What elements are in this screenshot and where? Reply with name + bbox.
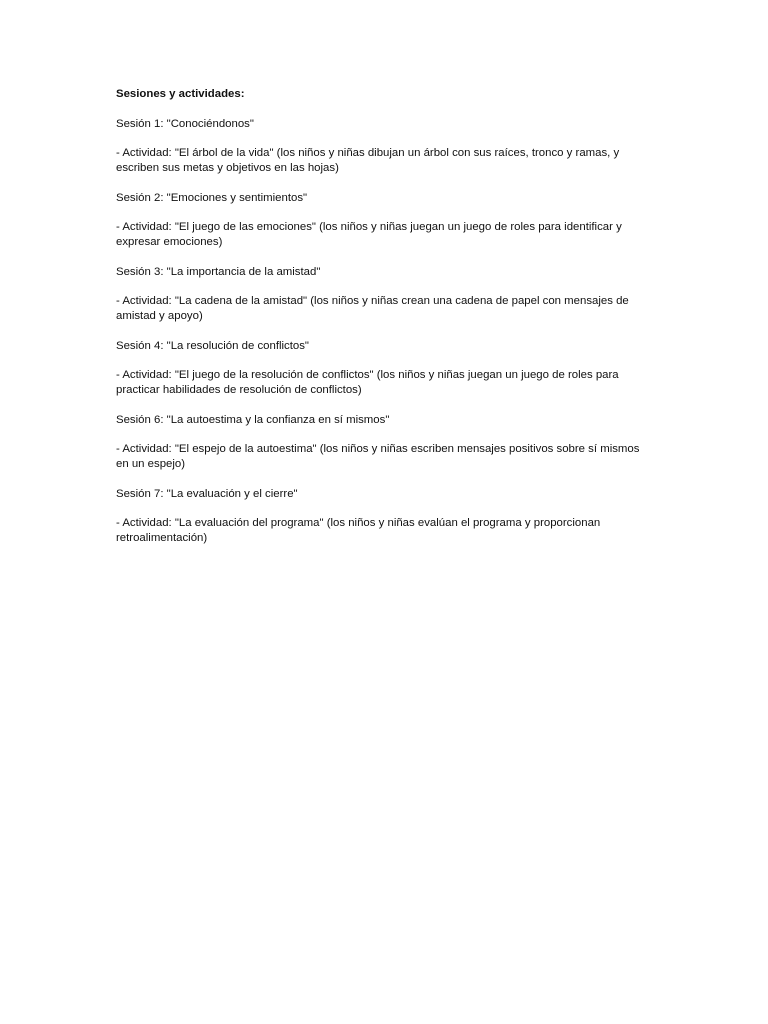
session-title-3: Sesión 3: "La importancia de la amistad" [116,265,321,278]
session-title-2: Sesión 2: "Emociones y sentimientos" [116,191,308,204]
session-activity-3: - Actividad: "La cadena de la amistad" (los niños y niñas crean una cadena de papel con mensajes de amistad y apoyo) [116,295,629,322]
session-activity-6: - Actividad: "El espejo de la autoestima" (los niños y niñas escriben mensajes positivos sobre sí mismos en un espejo) [116,443,640,470]
document-body [116,87,646,561]
session-title-1: Sesión 1: "Conociéndonos" [116,117,254,130]
session-title-4: Sesión 4: "La resolución de conflictos" [116,339,309,352]
session-activity-1: - Actividad: "El árbol de la vida" (los niños y niñas dibujan un árbol con sus raíces, tronco y ramas, y escriben sus metas y objetivos en las hojas) [116,147,620,174]
session-activity-4: - Actividad: "El juego de la resolución de conflictos" (los niños y niñas juegan un juego de roles para practicar habilidades de resolución de conflictos) [116,369,619,396]
document-heading: Sesiones y actividades: [116,88,245,100]
session-activity-7: - Actividad: "La evaluación del programa" (los niños y niñas evalúan el programa y proporcionan retroalimentación) [116,517,601,544]
session-title-7: Sesión 7: "La evaluación y el cierre" [116,487,298,500]
session-title-6: Sesión 6: "La autoestima y la confianza en sí mismos" [116,413,390,426]
session-activity-2: - Actividad: "El juego de las emociones" (los niños y niñas juegan un juego de roles para identificar y expresar emociones) [116,221,622,248]
